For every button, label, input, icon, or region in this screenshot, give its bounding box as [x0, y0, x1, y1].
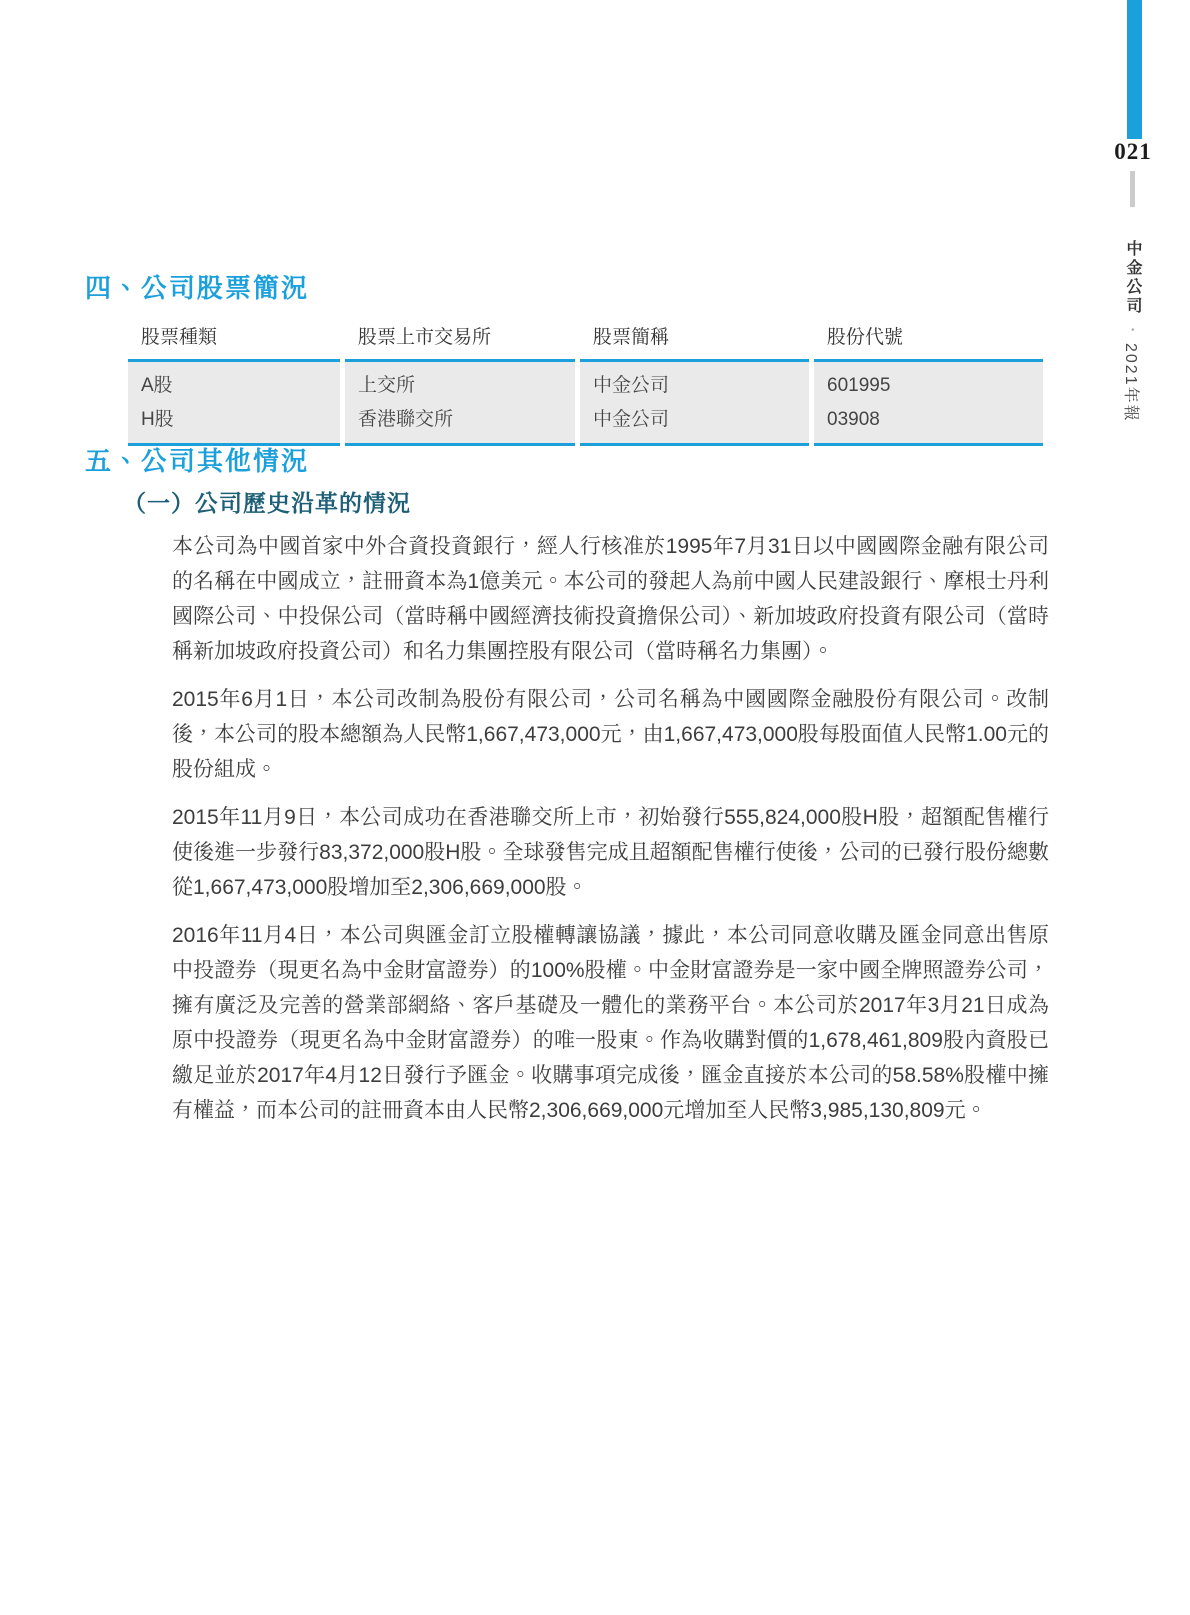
- report-year: 2021年報: [1122, 343, 1139, 423]
- cell-short-name: 中金公司: [580, 403, 809, 446]
- divider-tick: [1130, 171, 1135, 207]
- cell-exchange: 香港聯交所: [345, 403, 575, 446]
- cell-exchange: 上交所: [345, 362, 575, 403]
- table-header-row: [128, 314, 1043, 362]
- column-header-stock-code: 股份代號: [814, 314, 1043, 362]
- cell-share-type: A股: [128, 362, 340, 403]
- page-number: 021: [1114, 139, 1152, 164]
- history-paragraph-3: 2015年11月9日，本公司成功在香港聯交所上市，初始發行555,824,000股H股，超額配售權行使後進一步發行83,372,000股H股。全球發售完成且超額配售權行使後，公司的已發行股份總數從1,667,473,000股增加至2,306,669,000股。: [172, 806, 1049, 899]
- company-name: 中金公司: [1124, 240, 1141, 316]
- subsection-1-heading: （一）公司歷史沿革的情況: [123, 490, 411, 516]
- vertical-page-title: [1121, 240, 1144, 660]
- table-row-h-share: [128, 403, 1043, 446]
- section-4-heading: 四、公司股票簡況: [85, 273, 310, 303]
- column-header-share-type: 股票種類: [128, 314, 340, 362]
- history-paragraph-1: 本公司為中國首家中外合資投資銀行，經人行核准於1995年7月31日以中國國際金融有限公司的名稱在中國成立，註冊資本為1億美元。本公司的發起人為前中國人民建設銀行、摩根士丹利國際公司、中投保公司（當時稱中國經濟技術投資擔保公司）、新加坡政府投資有限公司（當時稱新加坡政府投資公司）和名力集團控股有限公司（當時稱名力集團）。: [172, 535, 1049, 663]
- cell-stock-code: 03908: [814, 403, 1043, 446]
- history-text-block: [172, 529, 1049, 1141]
- cell-share-type: H股: [128, 403, 340, 446]
- table-row-a-share: [128, 362, 1043, 403]
- section-5-heading: 五、公司其他情況: [85, 446, 310, 476]
- share-info-table: [123, 314, 1048, 446]
- column-header-exchange: 股票上市交易所: [345, 314, 575, 362]
- cell-short-name: 中金公司: [580, 362, 809, 403]
- cell-stock-code: 601995: [814, 362, 1043, 403]
- column-header-short-name: 股票簡稱: [580, 314, 809, 362]
- history-paragraph-4: 2016年11月4日，本公司與匯金訂立股權轉讓協議，據此，本公司同意收購及匯金同意出售原中投證券（現更名為中金財富證券）的100%股權。中金財富證券是一家中國全牌照證券公司，擁有廣泛及完善的營業部網絡、客戶基礎及一體化的業務平台。本公司於2017年3月21日成為原中投證券（現更名為中金財富證券）的唯一股東。作為收購對價的1,678,461,809股內資股已繳足並於2017年4月12日發行予匯金。收購事項完成後，匯金直接於本公司的58.58%股權中擁有權益，而本公司的註冊資本由人民幣2,306,669,000元增加至人民幣3,985,130,809元。: [172, 924, 1049, 1122]
- history-paragraph-2: 2015年6月1日，本公司改制為股份有限公司，公司名稱為中國國際金融股份有限公司。改制後，本公司的股本總額為人民幣1,667,473,000元，由1,667,473,000股每股面值人民幣1.00元的股份組成。: [172, 688, 1049, 781]
- bullet-separator: •: [1127, 328, 1138, 332]
- accent-bar: [1127, 0, 1142, 139]
